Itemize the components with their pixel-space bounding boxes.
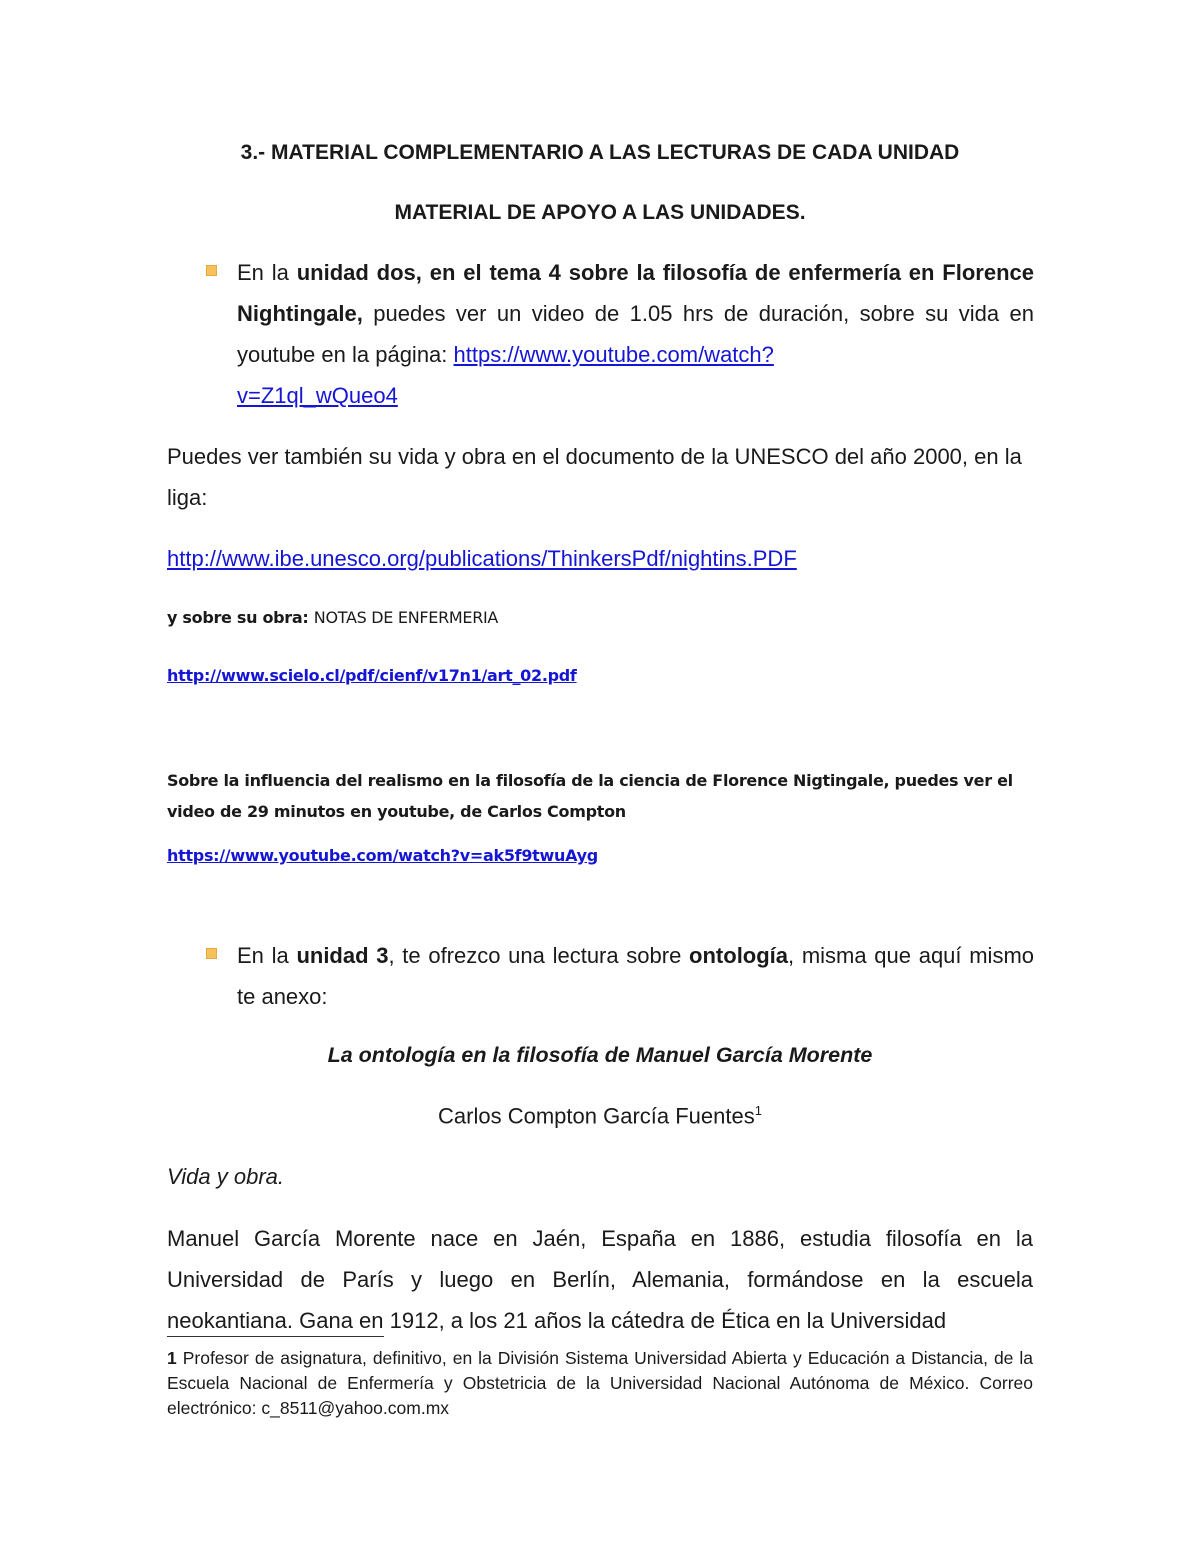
notas-label: y sobre su obra: [167,608,314,627]
article-title: La ontología en la filosofía de Manuel García Morente [327,1043,873,1067]
paragraph-realismo: Sobre la influencia del realismo en la filosofía de la ciencia de Florence Nigtingale, puedes ver el video de 29 minutos en youtube, de Carlos Compton [167,771,1013,821]
paragraph-unesco-link [167,538,1033,579]
section-heading: 3.- MATERIAL COMPLEMENTARIO A LAS LECTURAS DE CADA UNIDAD [240,141,960,164]
bold-text: ontología [689,943,789,968]
text-run: En la [237,260,297,285]
list-item-unidad-tres [206,935,1034,1017]
article-body-paragraph: Manuel García Morente nace en Jaén, España en 1886, estudia filosofía en la Universidad de París y luego en Berlín, Alemania, formándose en la escuela neokantiana. Gana en 1912, a los 21 años la cátedra de Ética en la Universidad [167,1226,1033,1333]
compton-youtube-link[interactable]: https://www.youtube.com/watch?v=ak5f9twuAyg [167,846,598,865]
square-bullet-icon [206,265,217,276]
scielo-link[interactable]: http://www.scielo.cl/pdf/cienf/v17n1/art_02.pdf [167,666,577,685]
text-run: En la [237,943,297,968]
author-name: Carlos Compton García Fuentes [438,1103,755,1129]
unesco-link[interactable]: http://www.ibe.unesco.org/publications/ThinkersPdf/nightins.PDF [167,546,797,571]
footnote-number: 1 [167,1348,177,1368]
text-run: puedes ver un video de 1.05 hrs de duración, sobre su vida en youtube en la página: [237,301,1034,367]
bold-text: unidad dos, en el tema 4 sobre la filosofía de enfermería en Florence Nightingale, [237,260,1034,326]
notas-title: NOTAS DE ENFERMERIA [313,608,499,627]
paragraph-unesco: Puedes ver también su vida y obra en el documento de la UNESCO del año 2000, en la liga: [167,444,1022,510]
list-item-unidad-dos [206,252,1034,416]
footnote-text: Profesor de asignatura, definitivo, en la División Sistema Universidad Abierta y Educación a Distancia, de la Escuela Nacional de Enfermería y Obstetricia de la Universidad Nacional Autónoma de México. Correo electrónico: c_8511@yahoo.com.mx [167,1348,1033,1418]
article-section-heading: Vida y obra. [167,1164,285,1189]
text-run: , te ofrezco una lectura sobre [388,943,690,968]
link-text-part: v=Z1ql_wQueo4 [237,383,398,408]
footnote [167,1346,1033,1421]
list-item-text [237,252,1034,416]
footnote-divider [167,1336,384,1337]
text-run: , misma que aquí mismo te anexo: [237,943,1035,1009]
link-text-part: https://www.youtube.com/watch? [453,342,774,367]
square-bullet-icon [206,948,217,959]
list-item-text [237,935,1034,1017]
paragraph-notas [167,608,1033,627]
section-subheading: MATERIAL DE APOYO A LAS UNIDADES. [394,201,806,224]
footnote-reference[interactable]: 1 [754,1103,762,1118]
article-author [167,1103,1033,1129]
paragraph-scielo-link [167,666,1033,685]
paragraph-compton-link [167,846,1033,865]
bold-text: unidad 3 [296,943,389,968]
